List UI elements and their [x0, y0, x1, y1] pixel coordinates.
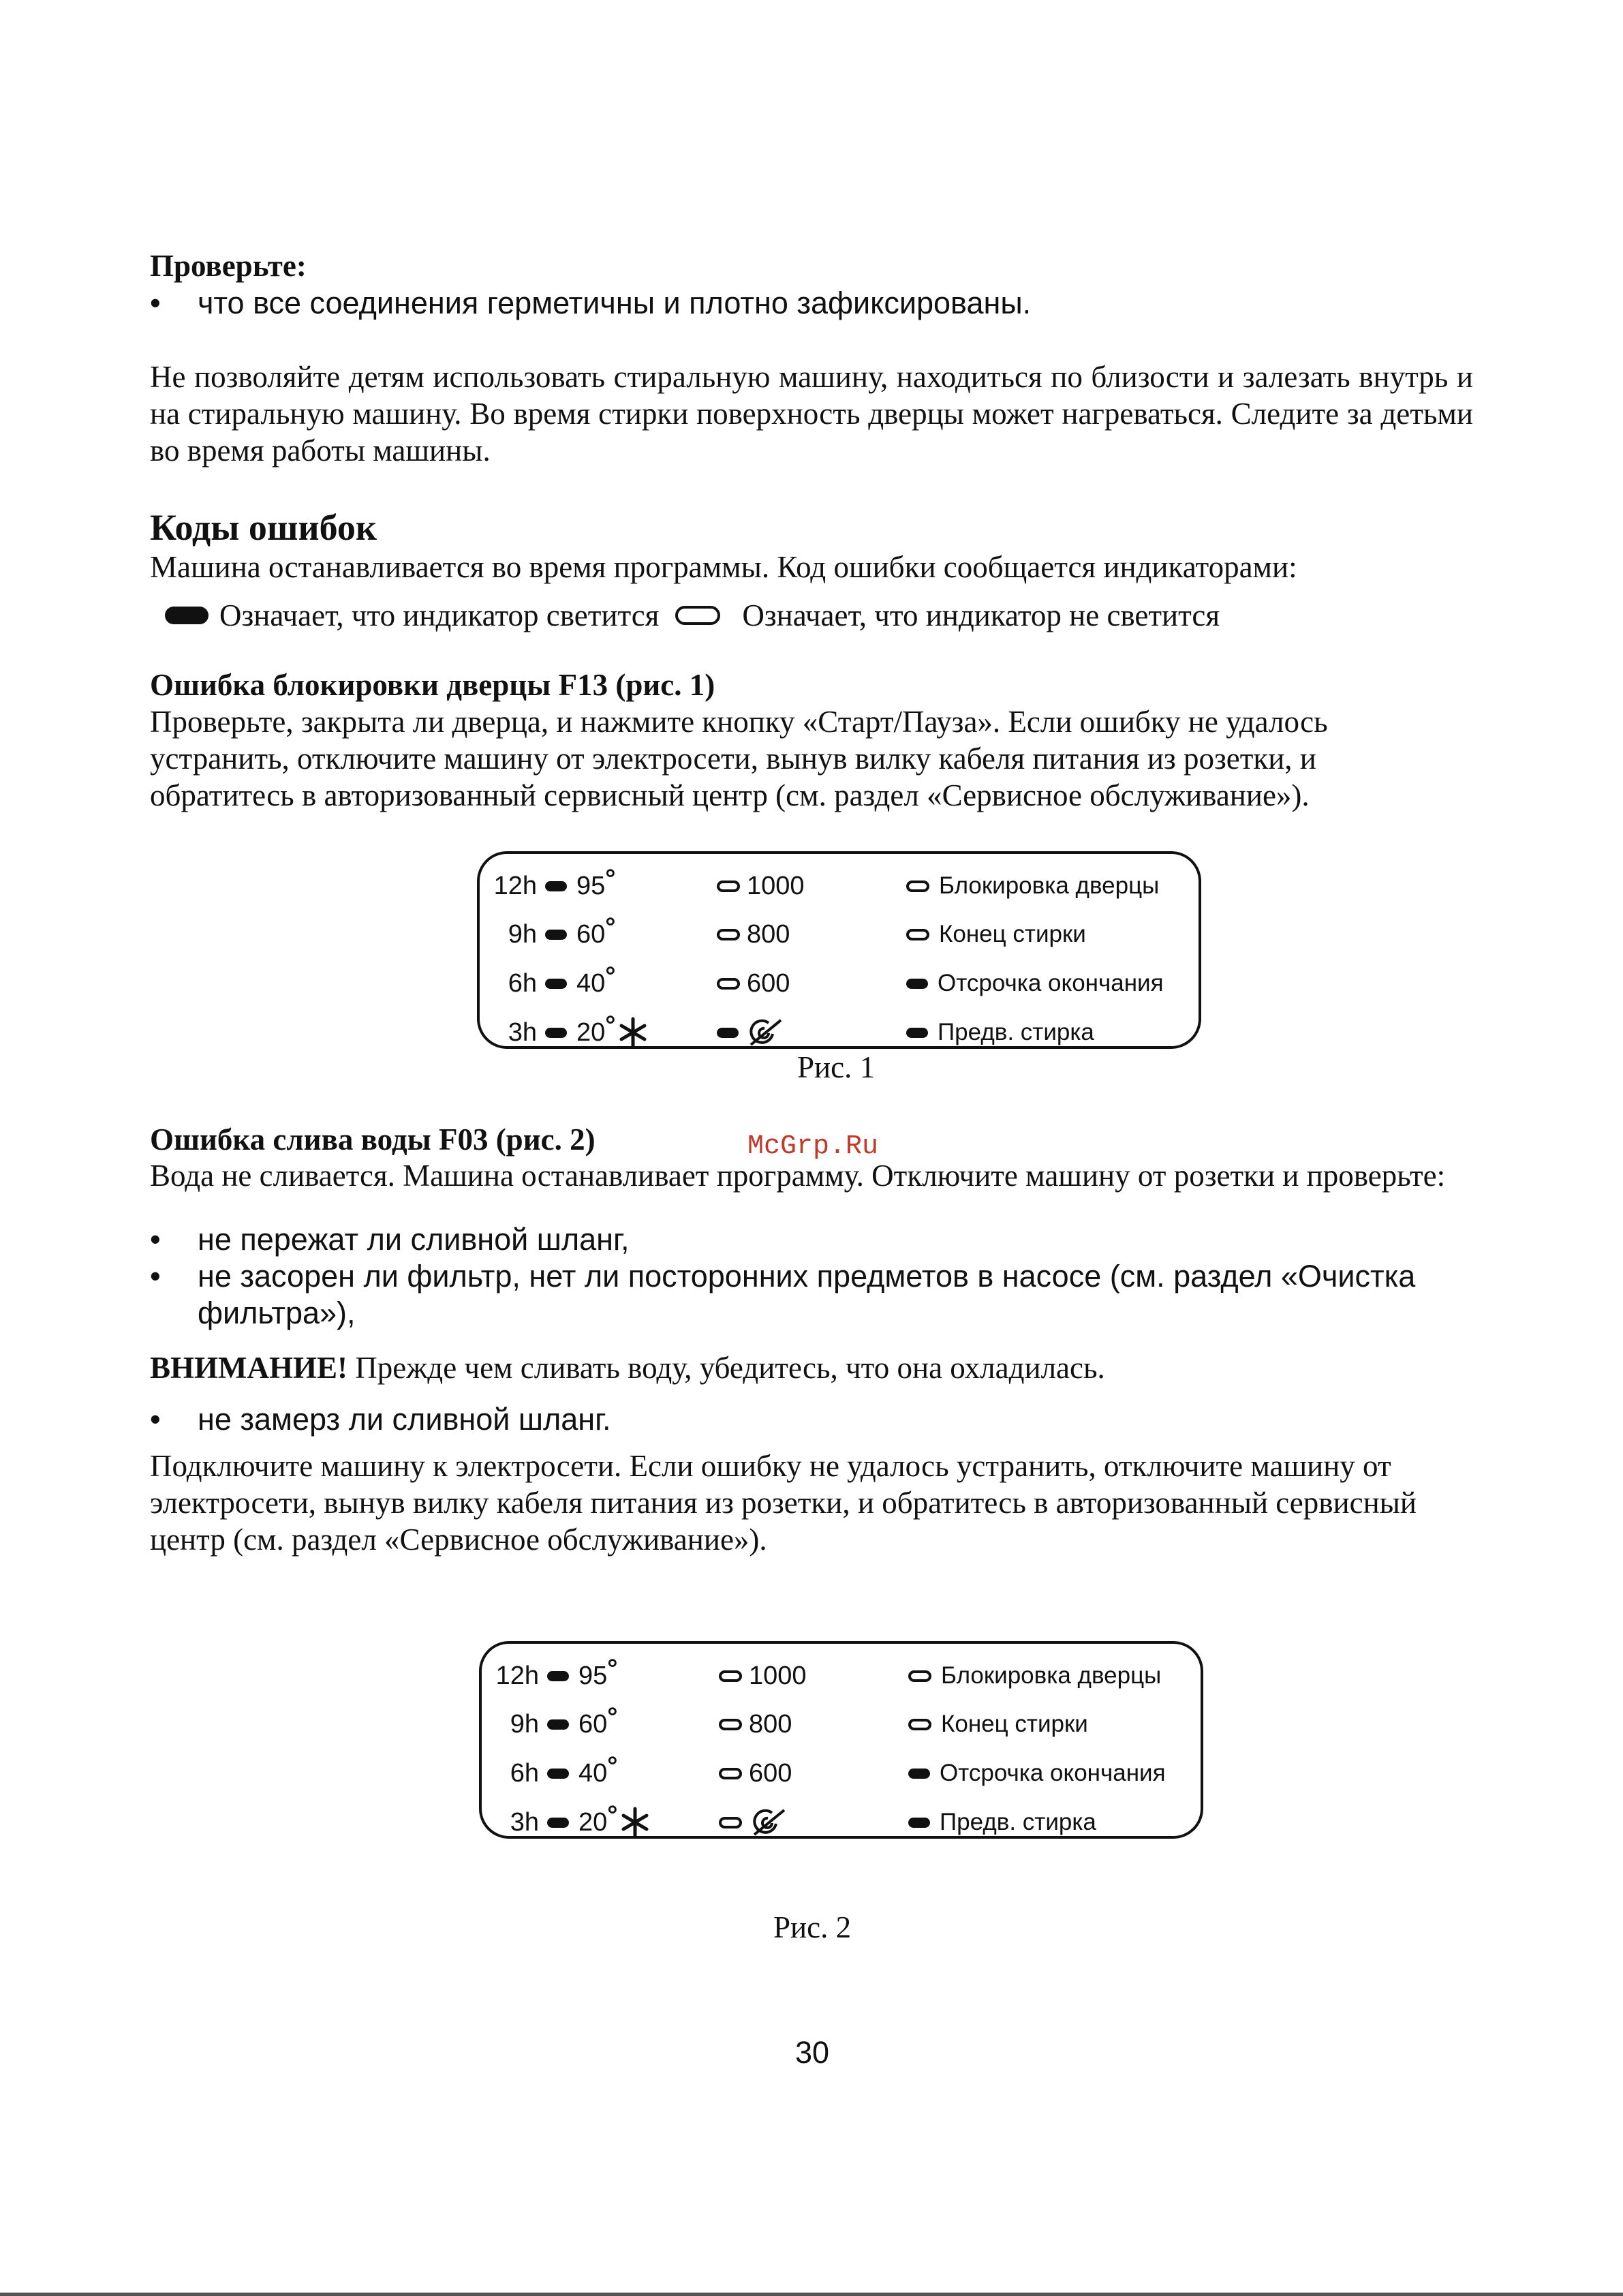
panel-row-speed	[717, 914, 790, 955]
panel-row-time-temp	[493, 1012, 649, 1053]
snowflake-icon	[617, 1016, 649, 1049]
check-bullet	[150, 285, 1479, 322]
panel-row-speed	[719, 1704, 792, 1745]
panel-row-time-temp	[495, 1704, 617, 1745]
indicator-on-icon	[547, 1719, 569, 1730]
f03-warning	[150, 1349, 1105, 1386]
function-label: Предв. стирка	[940, 1809, 1096, 1835]
indicator-off-icon	[906, 929, 929, 940]
error-codes-heading: Коды ошибок	[150, 507, 377, 548]
figure1-caption: Рис. 1	[797, 1050, 876, 1084]
time-label: 9h	[508, 919, 537, 949]
indicator-on-icon	[545, 979, 567, 989]
panel-row-function	[908, 1753, 1166, 1794]
indicator-on-icon	[906, 1028, 928, 1038]
indicator-off-icon	[906, 881, 929, 892]
function-label: Конец стирки	[941, 1711, 1088, 1737]
warning-text: Прежде чем сливать воду, убедитесь, что она охладилась.	[355, 1351, 1105, 1385]
panel-row-time-temp	[493, 914, 615, 955]
panel-row-speed	[719, 1802, 787, 1843]
spin-speed-label: 800	[747, 919, 790, 949]
f03-bullet-1	[150, 1221, 1479, 1258]
time-label: 6h	[508, 968, 537, 998]
indicator-on-icon	[547, 1671, 569, 1681]
indicator-off-icon	[717, 929, 740, 940]
check-heading: Проверьте:	[150, 249, 307, 283]
indicator-on-icon	[906, 979, 928, 989]
spin-speed-label: 600	[747, 968, 790, 998]
f13-heading: Ошибка блокировки дверцы F13 (рис. 1)	[150, 668, 715, 702]
degree-sign: °	[605, 1011, 616, 1040]
f13-text: Проверьте, закрыта ли дверца, и нажмите кнопку «Старт/Пауза». Если ошибку не удалось устранить, отключите машину от электросети, вынув вилку кабеля питания из розетки, и обратитесь в авторизованный сервисный центр (см. раздел «Сервисное обслуживание»).	[150, 705, 1328, 812]
indicator-off-icon	[908, 1670, 931, 1682]
spin-speed-label: 600	[749, 1758, 792, 1788]
indicator-on-icon	[545, 930, 567, 940]
warning-label: ВНИМАНИЕ!	[150, 1351, 347, 1385]
f03-bullet-2	[150, 1258, 1479, 1332]
panel-row-speed	[717, 963, 790, 1004]
degree-sign: °	[605, 864, 616, 893]
time-label: 12h	[493, 871, 537, 900]
indicator-on-icon	[545, 881, 567, 891]
panel-row-function	[906, 963, 1164, 1004]
indicator-off-icon	[717, 881, 740, 892]
panel-row-speed	[719, 1655, 807, 1696]
legend-on-text: Означает, что индикатор светится	[219, 598, 660, 632]
figure2-caption: Рис. 2	[773, 1910, 852, 1944]
snowflake-icon	[619, 1806, 651, 1839]
watermark: McGrp.Ru	[747, 1131, 879, 1162]
indicator-on-icon	[717, 1028, 739, 1038]
panel-row-speed	[719, 1753, 792, 1794]
bullet-text: не засорен ли фильтр, нет ли посторонних предметов в насосе (см. раздел «Очистка фильтра»),	[198, 1259, 1416, 1330]
temperature-label: 20	[578, 1807, 608, 1837]
panel-row-time-temp	[495, 1753, 617, 1794]
spin-speed-label: 800	[749, 1709, 792, 1739]
f03-intro: Вода не сливается. Машина останавливает программу. Отключите машину от розетки и проверьте:	[150, 1159, 1446, 1193]
indicator-off-icon	[719, 1670, 742, 1682]
indicator-on-icon	[908, 1769, 930, 1779]
f03-closing: Подключите машину к электросети. Если ошибку не удалось устранить, отключите машину от электросети, вынув вилку кабеля питания из розетки, и обратитесь в авторизованный сервисный центр (см. раздел «Сервисное обслуживание»).	[150, 1449, 1417, 1557]
indicator-on-icon	[547, 1818, 569, 1828]
function-label: Блокировка дверцы	[939, 872, 1160, 899]
spin-speed-label: 1000	[747, 871, 805, 900]
error-codes-intro: Машина останавливается во время программы. Код ошибки сообщается индикаторами:	[150, 550, 1297, 584]
panel-row-function	[908, 1655, 1161, 1696]
indicator-off-icon	[719, 1817, 742, 1828]
panel-row-function	[908, 1704, 1088, 1745]
temperature-label: 20	[576, 1017, 606, 1047]
indicator-on-icon	[165, 607, 208, 624]
page-bottom-border	[0, 2293, 1623, 2296]
temperature-label: 40	[576, 968, 606, 998]
no-spin-icon	[745, 1017, 784, 1047]
degree-sign: °	[607, 1751, 618, 1781]
panel-row-function	[906, 914, 1086, 955]
panel-row-function	[906, 1012, 1094, 1053]
indicator-panel-fig1	[477, 851, 1201, 1049]
panel-row-speed	[717, 866, 805, 906]
indicator-on-icon	[547, 1769, 569, 1779]
function-label: Предв. стирка	[938, 1019, 1094, 1045]
panel-row-function	[906, 866, 1159, 906]
bullet-text: что все соединения герметичны и плотно зафиксированы.	[198, 286, 1032, 320]
degree-sign: °	[607, 1654, 618, 1683]
time-label: 3h	[510, 1807, 539, 1837]
degree-sign: °	[605, 962, 616, 991]
bullet-icon: •	[150, 1259, 161, 1294]
no-spin-icon	[749, 1807, 787, 1837]
bullet-text: не пережат ли сливной шланг,	[198, 1222, 630, 1257]
indicator-legend	[165, 597, 1220, 634]
temperature-label: 95	[576, 871, 606, 900]
f03-bullet-3	[150, 1401, 1479, 1438]
degree-sign: °	[607, 1702, 618, 1732]
panel-row-time-temp	[493, 866, 615, 906]
indicator-panel-fig2	[479, 1641, 1203, 1839]
indicator-on-icon	[908, 1818, 930, 1828]
degree-sign: °	[605, 913, 616, 942]
indicator-off-icon	[675, 606, 720, 625]
function-label: Отсрочка окончания	[938, 970, 1164, 996]
indicator-off-icon	[908, 1719, 931, 1730]
degree-sign: °	[607, 1801, 618, 1830]
temperature-label: 95	[578, 1661, 608, 1690]
panel-row-time-temp	[495, 1655, 617, 1696]
function-label: Конец стирки	[939, 921, 1086, 947]
indicator-off-icon	[719, 1719, 742, 1730]
children-warning: Не позволяйте детям использовать стиральную машину, находиться по близости и залезать внутрь и на стиральную машину. Во время стирки поверхность дверцы может нагреваться. Следите за детьми во время работы машины.	[150, 360, 1473, 468]
panel-row-time-temp	[493, 963, 615, 1004]
bullet-icon: •	[150, 286, 161, 320]
indicator-off-icon	[719, 1768, 742, 1779]
time-label: 3h	[508, 1017, 537, 1047]
function-label: Отсрочка окончания	[940, 1760, 1166, 1786]
indicator-off-icon	[717, 978, 740, 990]
panel-row-speed	[717, 1012, 784, 1053]
page-number: 30	[795, 2035, 830, 2070]
panel-row-function	[908, 1802, 1096, 1843]
indicator-on-icon	[545, 1028, 567, 1038]
function-label: Блокировка дверцы	[941, 1662, 1162, 1689]
time-label: 6h	[510, 1758, 539, 1788]
legend-off-text: Означает, что индикатор не светится	[742, 598, 1220, 632]
temperature-label: 40	[578, 1758, 608, 1788]
f03-heading: Ошибка слива воды F03 (рис. 2)	[150, 1122, 596, 1157]
bullet-icon: •	[150, 1402, 161, 1437]
panel-row-time-temp	[495, 1802, 651, 1843]
temperature-label: 60	[576, 919, 606, 949]
time-label: 12h	[495, 1661, 539, 1690]
bullet-icon: •	[150, 1222, 161, 1257]
bullet-text: не замерз ли сливной шланг.	[198, 1402, 611, 1437]
time-label: 9h	[510, 1709, 539, 1739]
temperature-label: 60	[578, 1709, 608, 1739]
spin-speed-label: 1000	[749, 1661, 807, 1690]
